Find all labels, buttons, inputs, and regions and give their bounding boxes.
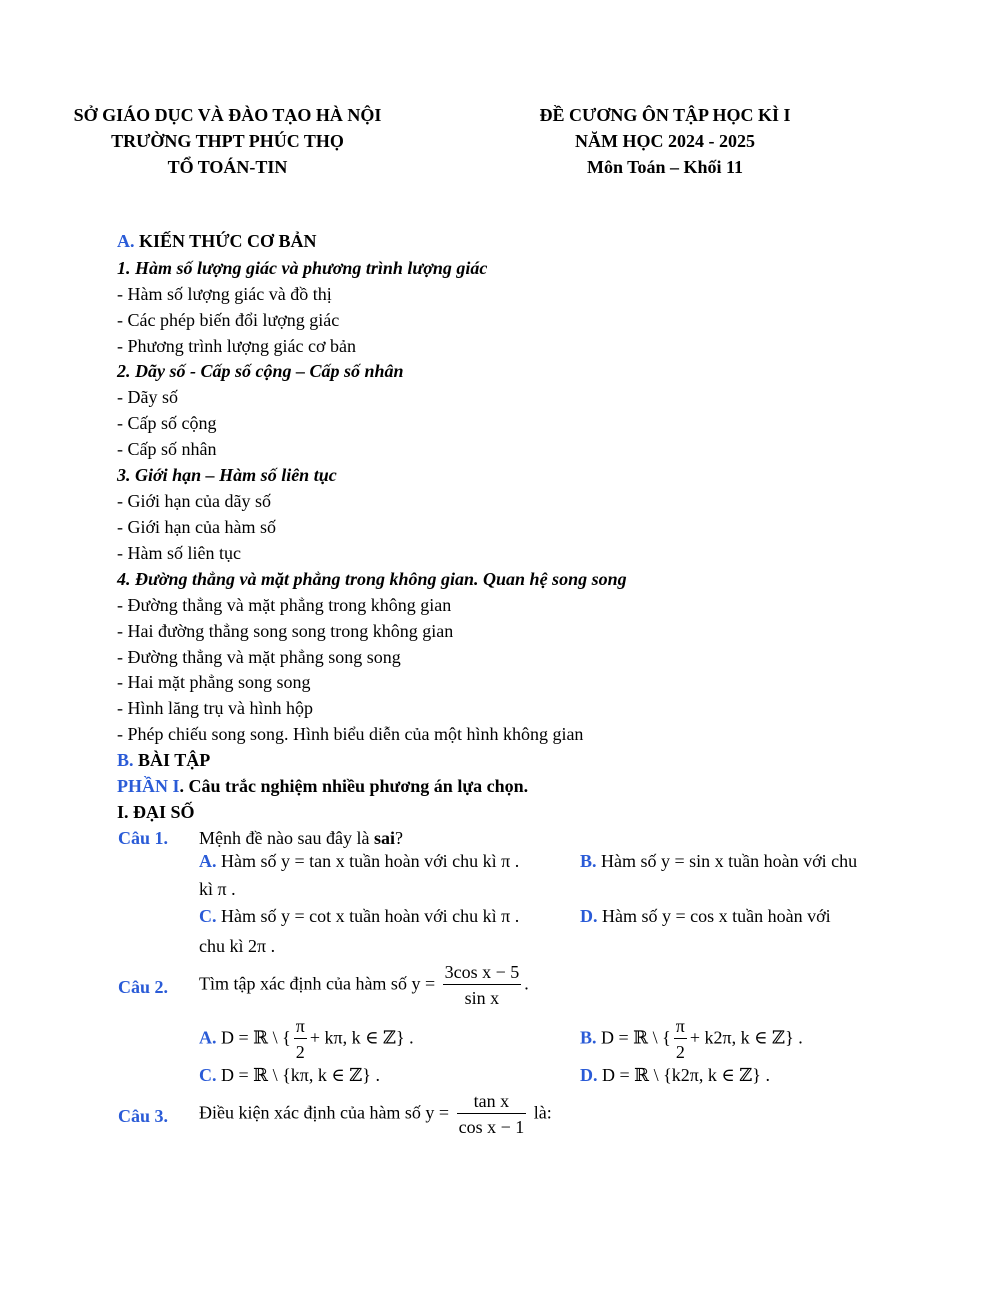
option-fraction: [294, 1014, 307, 1065]
question-2-text: Tìm tập xác định của hàm số y = $\frac{\text{3cos x − 5}}{\text{sin x}}$ .: [199, 960, 529, 1011]
topic-2-heading: 2. Dãy số - Cấp số cộng – Cấp số nhân: [117, 361, 404, 381]
fraction-denominator: 2: [674, 1038, 687, 1065]
question-2-label: Câu 2.: [118, 977, 169, 997]
question-1-keyword: sai: [373, 828, 395, 848]
question-3-text: [199, 1089, 552, 1140]
question-2-option-c[interactable]: [199, 1065, 380, 1086]
question-1-option-a[interactable]: [199, 851, 519, 872]
topic-1-heading: 1. Hàm số lượng giác và phương trình lượng giác: [117, 258, 488, 278]
option-letter: A.: [199, 851, 217, 871]
fraction-denominator: sin x: [443, 984, 522, 1011]
option-text: + k2π, k ∈ ℤ} .: [689, 1027, 803, 1048]
question-3-fraction: [457, 1089, 527, 1140]
topic-3-item: - Giới hạn của dãy số: [117, 491, 271, 511]
section-b-heading: [117, 749, 210, 771]
section-a-title: KIẾN THỨC CƠ BẢN: [139, 231, 317, 251]
option-letter: D.: [580, 906, 598, 926]
section-a-letter: A.: [117, 231, 135, 251]
question-1-mark: ?: [394, 828, 403, 848]
topic-4-item: - Hai mặt phẳng song song: [117, 672, 311, 692]
question-3-tail: là:: [533, 1102, 552, 1123]
topic-2-item: - Cấp số nhân: [117, 439, 217, 459]
fraction-denominator: 2: [294, 1038, 307, 1065]
topic-4-item: - Phép chiếu song song. Hình biểu diễn của một hình không gian: [117, 724, 584, 744]
fraction-numerator: 3cos x − 5: [444, 962, 520, 982]
option-letter: C.: [199, 906, 217, 926]
question-1-option-b[interactable]: [580, 851, 857, 872]
option-text: D = ℝ \ {: [601, 1027, 671, 1048]
option-text: Hàm số y = tan x tuần hoàn với chu kì π .: [221, 851, 520, 871]
topic-1-item: - Hàm số lượng giác và đồ thị: [117, 284, 332, 304]
question-2-option-a[interactable]: [199, 1014, 414, 1065]
option-text: D = ℝ \ {k2π, k ∈ ℤ} .: [602, 1065, 770, 1085]
option-letter: C.: [199, 1065, 217, 1085]
question-3-stem: Điều kiện xác định của hàm số y =: [199, 1102, 450, 1123]
question-1-option-c[interactable]: [199, 906, 519, 927]
question-3-label: Câu 3.: [118, 1106, 169, 1126]
department-name: SỞ GIÁO DỤC VÀ ĐÀO TẠO HÀ NỘI: [73, 105, 382, 125]
question-1-option-b-continued: kì π .: [199, 879, 236, 899]
question-2-fraction: [443, 960, 522, 1011]
section-a-heading: [117, 230, 317, 252]
fraction-numerator: tan x: [473, 1091, 510, 1111]
topic-4-item: - Đường thẳng và mặt phẳng trong không gian: [117, 595, 452, 615]
part-label: PHẦN I: [117, 776, 180, 796]
topic-1-item: - Các phép biến đổi lượng giác: [117, 310, 340, 330]
option-text: Hàm số y = cos x tuần hoàn với: [602, 906, 831, 926]
header-left: [55, 102, 400, 180]
school-name: TRƯỜNG THPT PHÚC THỌ: [111, 131, 344, 151]
topic-4-item: - Hai đường thẳng song song trong không gian: [117, 621, 454, 641]
question-2-option-b[interactable]: [580, 1014, 803, 1065]
part-title: . Câu trắc nghiệm nhiều phương án lựa chọn.: [179, 776, 529, 796]
question-1-label: Câu 1.: [118, 828, 169, 848]
part-heading: [117, 775, 528, 797]
option-letter: D.: [580, 1065, 598, 1085]
option-fraction: [674, 1014, 687, 1065]
topic-2-item: - Dãy số: [117, 387, 178, 407]
question-2-option-d[interactable]: [580, 1065, 770, 1086]
question-1-stem: Mệnh đề nào sau đây là: [199, 828, 374, 848]
option-text: D = ℝ \ {kπ, k ∈ ℤ} .: [221, 1065, 380, 1085]
document-title: ĐỀ CƯƠNG ÔN TẬP HỌC KÌ I: [539, 105, 791, 125]
option-letter: B.: [580, 1027, 597, 1048]
question-2-stem: Tìm tập xác định của hàm số y =: [199, 973, 436, 994]
question-1-option-d[interactable]: [580, 906, 831, 927]
option-text: + kπ, k ∈ ℤ} .: [309, 1027, 414, 1048]
topic-1-item: - Phương trình lượng giác cơ bản: [117, 336, 357, 356]
topic-3-heading: 3. Giới hạn – Hàm số liên tục: [117, 465, 337, 485]
fraction-denominator: cos x − 1: [457, 1113, 527, 1140]
question-1-text: [199, 828, 403, 849]
question-1-option-d-continued: chu kì 2π .: [199, 936, 276, 956]
option-text: Hàm số y = sin x tuần hoàn với chu: [601, 851, 858, 871]
group-name: TỔ TOÁN-TIN: [167, 157, 288, 177]
topic-4-heading: 4. Đường thẳng và mặt phẳng trong không gian. Quan hệ song song: [117, 569, 627, 589]
topic-3-item: - Giới hạn của hàm số: [117, 517, 276, 537]
school-year: NĂM HỌC 2024 - 2025: [575, 131, 755, 151]
option-text: D = ℝ \ {: [221, 1027, 291, 1048]
topic-4-item: - Đường thẳng và mặt phẳng song song: [117, 647, 401, 667]
fraction-numerator: π: [295, 1016, 305, 1036]
fraction-numerator: π: [675, 1016, 685, 1036]
topic-2-item: - Cấp số cộng: [117, 413, 217, 433]
option-letter: A.: [199, 1027, 217, 1048]
subject-grade: Môn Toán – Khối 11: [586, 157, 744, 177]
option-text: Hàm số y = cot x tuần hoàn với chu kì π .: [221, 906, 520, 926]
section-b-title: BÀI TẬP: [138, 750, 211, 770]
option-letter: B.: [580, 851, 597, 871]
section-b-letter: B.: [117, 750, 134, 770]
topic-4-item: - Hình lăng trụ và hình hộp: [117, 698, 313, 718]
topic-3-item: - Hàm số liên tục: [117, 543, 241, 563]
header-right: [520, 102, 810, 180]
subsection-heading: I. ĐẠI SỐ: [117, 802, 195, 822]
